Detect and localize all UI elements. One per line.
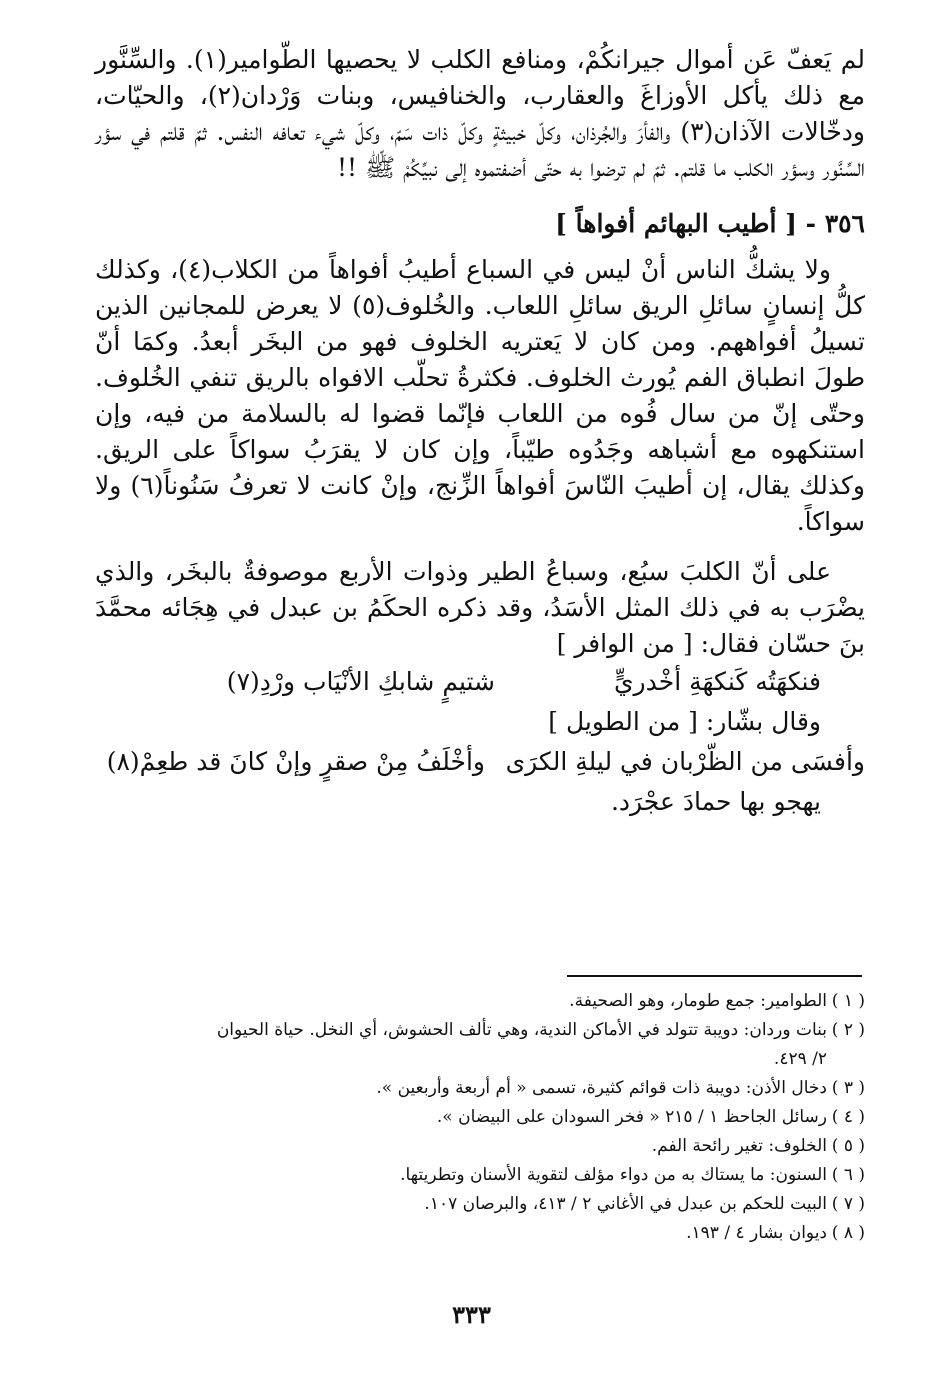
verse-1-hemistich-left: شتيمٍ شابكِ الأنْيَاب ورْدِ(٧) (226, 667, 495, 696)
verse-1-hemistich-right: فنكهَتُه كَنكهَةِ أخْدريٍّ (613, 667, 821, 696)
section-heading: ٣٥٦ - [ أطيب البهائم أفواهاً ] (555, 209, 865, 238)
footnote-number: ( ١ ) (831, 991, 865, 1011)
footnote-number: ( ٥ ) (831, 1136, 865, 1156)
verse-2 (95, 742, 865, 782)
footnote-3 (95, 1074, 865, 1103)
footnote-number: ( ٦ ) (831, 1165, 865, 1185)
footnote-text: بنات وردان: دويبة تتولد في الأماكن الندية، وهي تألف الحشوش، أي النخل. حياة الحيوان (216, 1020, 827, 1040)
after-verse-text: يهجو بها حمادَ عجْرَد. (610, 787, 821, 816)
footnote-4 (95, 1103, 865, 1132)
footnote-text: الطوامير: جمع طومار، وهو الصحيفة. (569, 991, 827, 1011)
verse-1 (95, 662, 865, 702)
footnote-1 (95, 987, 865, 1016)
paragraph-1: لم يَعفّ عَن أموال جيرانكُمْ، ومنافع الكلب لا يحصيها الطّوامير(١). والسِّنَّور مع ذلك يأكل الأوزاغَ والعقارب، والخنافيس، وبنات وَرْدان(٢)، والحيّات، ودخّالات الآذان(٣) والفأرَ والجُرذان، وكلّ خبيثةٍ وكلّ ذات سَمّ، وكلّ شيء تعافه النفس. ثمّ قلتم في سؤر السِّنَّور وسؤر الكلب ما قلتم. ثمّ لم ترضوا به حتّى أضفتموه إلى نبيِّكُمْ ﷺ !! (95, 45, 865, 182)
footnote-separator (567, 975, 862, 977)
footnote-2-continuation: ٢/ ٤٢٩. (773, 1049, 827, 1069)
verse-2-intro: وقال بشّار: [ من الطويل ] (548, 707, 821, 736)
footnote-5 (95, 1132, 865, 1161)
footnote-number: ( ٢ ) (831, 1020, 865, 1040)
footnotes (95, 987, 865, 1248)
footnote-number: ( ٣ ) (831, 1078, 865, 1098)
footnote-number: ( ٨ ) (831, 1223, 865, 1243)
verse-2-hemistich-right: وأفسَى من الظّرْبان في ليلةِ الكرَى (505, 747, 865, 776)
footnote-7 (95, 1190, 865, 1219)
page-number: ٣٣٣ (452, 1300, 491, 1329)
paragraph-3: على أنّ الكلبَ سبُع، وسباعُ الطير وذوات الأربع موصوفةٌ بالبخَر، والذي يضْرَب به في ذلك المثل الأسَدُ، وقد ذكره الحكَمُ بن عبدل في هِجَائه محمَّدَ بنَ حسّان فقال: [ من الوافر ] (95, 557, 865, 658)
footnote-text: دخال الأذن: دويبة ذات قوائم كثيرة، تسمى « أم أربعة وأربعين ». (376, 1078, 827, 1098)
paragraph-2: ولا يشكُّ الناس أنْ ليس في السباع أطيبُ أفواهاً من الكلاب(٤)، وكذلك كلُّ إنسانٍ سائلِ الريق سائلِ اللعاب. والخُلوف(٥) لا يعرض للمجانين الذين تسيلُ أفواههم. ومن كان لا يَعتريه الخلوف فهو من البخَر أبعدُ. وكمَا أنّ طولَ انطباق الفم يُورث الخلوف. فكثرةُ تحلّب الافواه بالريق تنفي الخُلوف. وحتّى إنّ من سال فُوه من اللعاب فإنّما قضوا له بالسلامة من فيه، وإن استنكهوه مع أشباهه وجَدُوه طيّباً، وإن كان لا يقرَبُ سواكاً على الريق. وكذلك يقال، إن أطيبَ النّاسَ أفواهاً الزِّنج، وإنْ كانت لا تعرفُ سَنُوناً(٦) ولا سواكاً. (95, 255, 865, 536)
footnote-text: رسائل الجاحظ ١ / ٢١٥ « فخر السودان على البيضان ». (436, 1107, 827, 1127)
footnote-8 (95, 1219, 865, 1248)
footnote-text: السنون: ما يستاك به من دواء مؤلف لتقوية الأسنان وتطريتها. (400, 1165, 827, 1185)
footnote-number: ( ٧ ) (831, 1194, 865, 1214)
footnote-text: الخلوف: تغير رائحة الفم. (651, 1136, 827, 1156)
main-text (95, 42, 865, 822)
footnote-text: ديوان بشار ٤ / ١٩٣. (686, 1223, 827, 1243)
verse-2-hemistich-left: وأخْلَفُ مِنْ صقرٍ وإنْ كانَ قد طعِمْ(٨) (106, 747, 485, 776)
footnote-2 (95, 1016, 865, 1045)
footnote-text: البيت للحكم بن عبدل في الأغاني ٢ / ٤١٣، والبرصان ١٠٧. (424, 1194, 827, 1214)
footnote-6 (95, 1161, 865, 1190)
footnote-number: ( ٤ ) (831, 1107, 865, 1127)
